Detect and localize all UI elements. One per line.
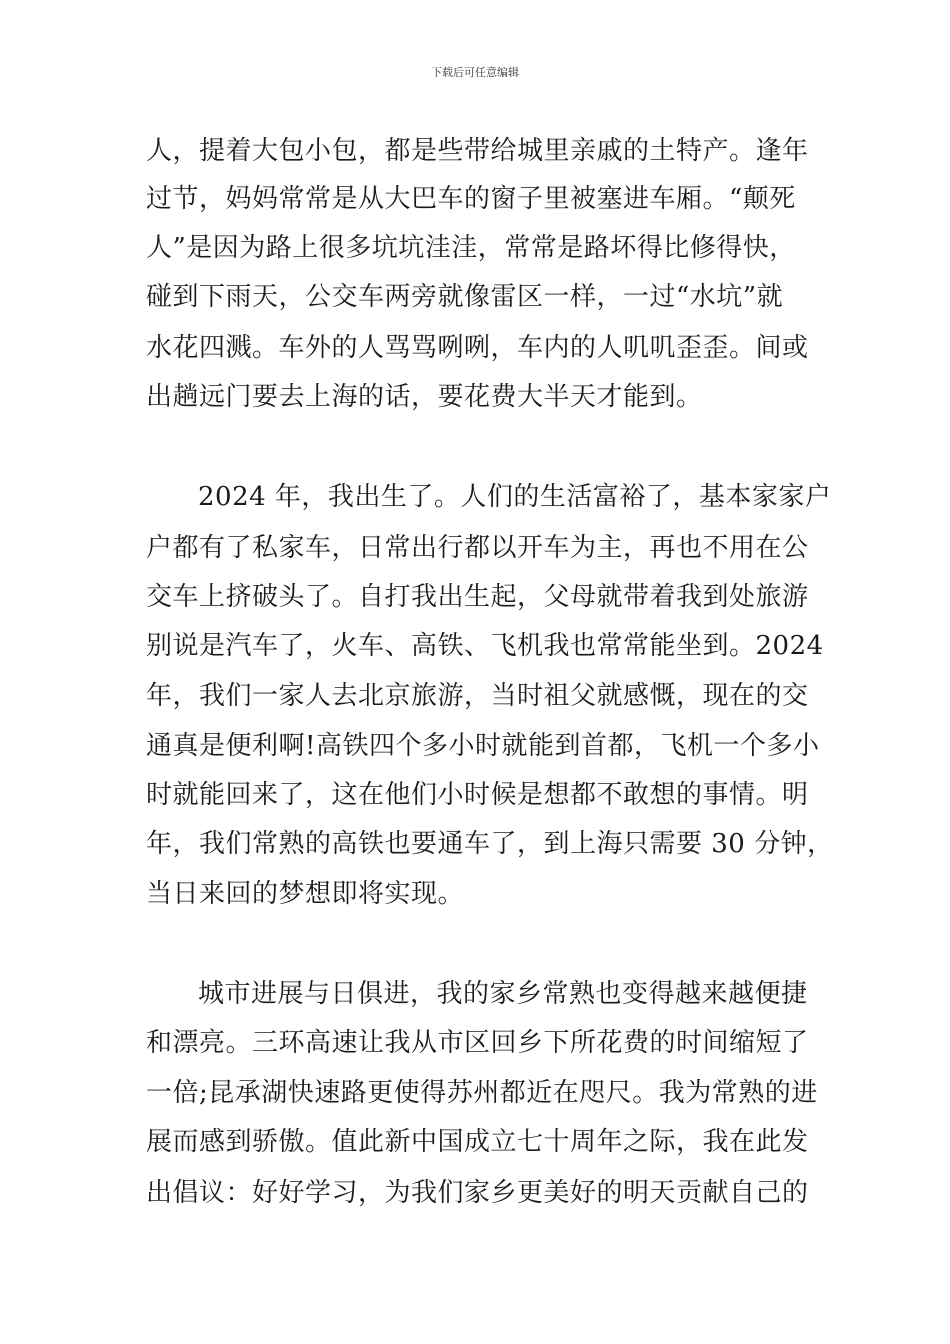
text-line: 户都有了私家车，日常出行都以开车为主，再也不用在公 [146,533,809,563]
text-line: 水花四溅。车外的人骂骂咧咧，车内的人叽叽歪歪。间或 [146,333,809,363]
text-line: 别说是汽车了，火车、高铁、飞机我也常常能坐到。2024 [146,631,824,661]
text-line: 交车上挤破头了。自打我出生起，父母就带着我到处旅游 [146,582,809,612]
text-line: 城市进展与日俱进，我的家乡常熟也变得越来越便捷 [198,979,808,1009]
text-line: 一倍;昆承湖快速路更使得苏州都近在咫尺。我为常熟的进 [146,1078,818,1108]
text-line: 通真是便利啊!高铁四个多小时就能到首都，飞机一个多小 [146,731,820,761]
page-header: 下载后可任意编辑 [431,66,519,79]
text-line: 碰到下雨天，公交车两旁就像雷区一样，一过“水坑”就 [146,282,784,312]
text-line: 过节，妈妈常常是从大巴车的窗子里被塞进车厢。“颠死 [146,184,796,214]
text-line: 出倡议：好好学习，为我们家乡更美好的明天贡献自己的 [146,1178,809,1208]
text-line: 年，我们常熟的高铁也要通车了，到上海只需要 30 分钟， [146,829,834,859]
text-line: 展而感到骄傲。值此新中国成立七十周年之际，我在此发 [146,1127,809,1157]
text-line: 年，我们一家人去北京旅游，当时祖父就感慨，现在的交 [146,681,809,711]
text-line: 时就能回来了，这在他们小时候是想都不敢想的事情。明 [146,780,809,810]
text-line: 当日来回的梦想即将实现。 [146,879,465,909]
text-line: 出趟远门要去上海的话，要花费大半天才能到。 [146,382,703,412]
text-line: 和漂亮。三环高速让我从市区回乡下所花费的时间缩短了 [146,1028,809,1058]
text-line: 人”是因为路上很多坑坑洼洼，常常是路坏得比修得快， [146,233,796,263]
text-line: 2024 年，我出生了。人们的生活富裕了，基本家家户 [198,482,832,512]
text-line: 人，提着大包小包，都是些带给城里亲戚的土特产。逢年 [146,136,809,166]
